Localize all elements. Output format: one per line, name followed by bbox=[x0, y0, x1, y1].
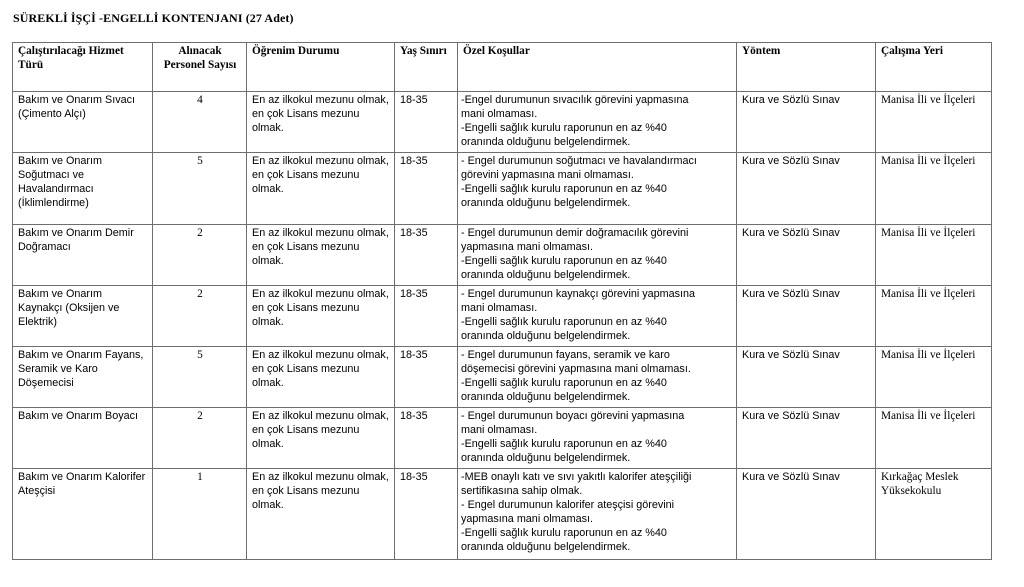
header-age-limit: Yaş Sınırı bbox=[395, 43, 458, 92]
age-limit-cell: 18-35 bbox=[395, 286, 458, 347]
condition-line: -Engelli sağlık kurulu raporunun en az %40 bbox=[461, 438, 667, 450]
condition-line: mani olmaması. bbox=[461, 108, 538, 120]
education-cell: En az ilkokul mezunu olmak, en çok Lisans mezunu olmak. bbox=[247, 153, 395, 225]
condition-line: oranında olduğunu belgelendirmek. bbox=[461, 197, 631, 209]
conditions-cell bbox=[458, 153, 737, 225]
condition-line: -Engelli sağlık kurulu raporunun en az %40 bbox=[461, 183, 667, 195]
method-cell: Kura ve Sözlü Sınav bbox=[737, 225, 876, 286]
workplace-cell: Manisa İli ve İlçeleri bbox=[876, 225, 992, 286]
table-row bbox=[13, 469, 992, 560]
conditions-cell bbox=[458, 408, 737, 469]
workplace-cell: Kırkağaç Meslek Yüksekokulu bbox=[876, 469, 992, 560]
personnel-count-cell: 5 bbox=[153, 153, 247, 225]
table-row bbox=[13, 286, 992, 347]
condition-line: - Engel durumunun demir doğramacılık görevini bbox=[461, 227, 689, 239]
age-limit-cell: 18-35 bbox=[395, 408, 458, 469]
method-cell: Kura ve Sözlü Sınav bbox=[737, 469, 876, 560]
condition-line: - Engel durumunun fayans, seramik ve karo bbox=[461, 349, 670, 361]
workplace-cell: Manisa İli ve İlçeleri bbox=[876, 286, 992, 347]
method-cell: Kura ve Sözlü Sınav bbox=[737, 286, 876, 347]
condition-line: oranında olduğunu belgelendirmek. bbox=[461, 136, 631, 148]
table-row bbox=[13, 225, 992, 286]
conditions-cell bbox=[458, 92, 737, 153]
condition-line: oranında olduğunu belgelendirmek. bbox=[461, 269, 631, 281]
method-cell: Kura ve Sözlü Sınav bbox=[737, 347, 876, 408]
table-row bbox=[13, 347, 992, 408]
personnel-count-cell: 2 bbox=[153, 286, 247, 347]
condition-line: mani olmaması. bbox=[461, 424, 538, 436]
condition-line: -Engelli sağlık kurulu raporunun en az %40 bbox=[461, 122, 667, 134]
conditions-cell bbox=[458, 225, 737, 286]
condition-line: yapmasına mani olmaması. bbox=[461, 241, 594, 253]
condition-line: oranında olduğunu belgelendirmek. bbox=[461, 452, 631, 464]
condition-line: - Engel durumunun boyacı görevini yapmasına bbox=[461, 410, 685, 422]
workplace-cell: Manisa İli ve İlçeleri bbox=[876, 347, 992, 408]
age-limit-cell: 18-35 bbox=[395, 469, 458, 560]
service-type-cell: Bakım ve Onarım Sıvacı (Çimento Alçı) bbox=[13, 92, 153, 153]
condition-line: -Engel durumunun sıvacılık görevini yapmasına bbox=[461, 94, 689, 106]
condition-line: -MEB onaylı katı ve sıvı yakıtlı kalorifer ateşçiliği bbox=[461, 471, 692, 483]
condition-line: -Engelli sağlık kurulu raporunun en az %40 bbox=[461, 255, 667, 267]
table-header-row bbox=[13, 43, 992, 92]
method-cell: Kura ve Sözlü Sınav bbox=[737, 92, 876, 153]
condition-line: - Engel durumunun kalorifer ateşçisi görevini bbox=[461, 499, 675, 511]
service-type-cell: Bakım ve Onarım Boyacı bbox=[13, 408, 153, 469]
condition-line: -Engelli sağlık kurulu raporunun en az %40 bbox=[461, 377, 667, 389]
education-cell: En az ilkokul mezunu olmak, en çok Lisans mezunu olmak. bbox=[247, 347, 395, 408]
header-education: Öğrenim Durumu bbox=[247, 43, 395, 92]
service-type-cell: Bakım ve Onarım Kalorifer Ateşçisi bbox=[13, 469, 153, 560]
education-cell: En az ilkokul mezunu olmak, en çok Lisans mezunu olmak. bbox=[247, 408, 395, 469]
condition-line: döşemecisi görevini yapmasına mani olmaması. bbox=[461, 363, 691, 375]
education-cell: En az ilkokul mezunu olmak, en çok Lisans mezunu olmak. bbox=[247, 286, 395, 347]
header-conditions: Özel Koşullar bbox=[458, 43, 737, 92]
condition-line: mani olmaması. bbox=[461, 302, 538, 314]
header-service-type: Çalıştırılacağı Hizmet Türü bbox=[13, 43, 153, 92]
personnel-count-cell: 1 bbox=[153, 469, 247, 560]
header-method: Yöntem bbox=[737, 43, 876, 92]
table-row bbox=[13, 408, 992, 469]
age-limit-cell: 18-35 bbox=[395, 153, 458, 225]
condition-line: görevini yapmasına mani olmaması. bbox=[461, 169, 634, 181]
age-limit-cell: 18-35 bbox=[395, 225, 458, 286]
table-row bbox=[13, 153, 992, 225]
condition-line: sertifikasına sahip olmak. bbox=[461, 485, 583, 497]
service-type-cell: Bakım ve Onarım Fayans, Seramik ve Karo Döşemecisi bbox=[13, 347, 153, 408]
condition-line: -Engelli sağlık kurulu raporunun en az %40 bbox=[461, 527, 667, 539]
age-limit-cell: 18-35 bbox=[395, 92, 458, 153]
age-limit-cell: 18-35 bbox=[395, 347, 458, 408]
workplace-cell: Manisa İli ve İlçeleri bbox=[876, 408, 992, 469]
staff-table bbox=[12, 42, 992, 560]
personnel-count-cell: 4 bbox=[153, 92, 247, 153]
workplace-cell: Manisa İli ve İlçeleri bbox=[876, 92, 992, 153]
condition-line: -Engelli sağlık kurulu raporunun en az %40 bbox=[461, 316, 667, 328]
condition-line: yapmasına mani olmaması. bbox=[461, 513, 594, 525]
header-workplace: Çalışma Yeri bbox=[876, 43, 992, 92]
condition-line: oranında olduğunu belgelendirmek. bbox=[461, 330, 631, 342]
conditions-cell bbox=[458, 347, 737, 408]
service-type-cell: Bakım ve Onarım Demir Doğramacı bbox=[13, 225, 153, 286]
header-personnel-count: Alınacak Personel Sayısı bbox=[153, 43, 247, 92]
service-type-cell: Bakım ve Onarım Kaynakçı (Oksijen ve Elektrik) bbox=[13, 286, 153, 347]
condition-line: - Engel durumunun soğutmacı ve havalandırmacı bbox=[461, 155, 697, 167]
conditions-cell bbox=[458, 286, 737, 347]
method-cell: Kura ve Sözlü Sınav bbox=[737, 153, 876, 225]
personnel-count-cell: 2 bbox=[153, 225, 247, 286]
condition-line: oranında olduğunu belgelendirmek. bbox=[461, 541, 631, 553]
condition-line: - Engel durumunun kaynakçı görevini yapmasına bbox=[461, 288, 696, 300]
personnel-count-cell: 5 bbox=[153, 347, 247, 408]
education-cell: En az ilkokul mezunu olmak, en çok Lisans mezunu olmak. bbox=[247, 92, 395, 153]
education-cell: En az ilkokul mezunu olmak, en çok Lisans mezunu olmak. bbox=[247, 225, 395, 286]
personnel-count-cell: 2 bbox=[153, 408, 247, 469]
workplace-cell: Manisa İli ve İlçeleri bbox=[876, 153, 992, 225]
conditions-cell bbox=[458, 469, 737, 560]
condition-line: oranında olduğunu belgelendirmek. bbox=[461, 391, 631, 403]
method-cell: Kura ve Sözlü Sınav bbox=[737, 408, 876, 469]
education-cell: En az ilkokul mezunu olmak, en çok Lisans mezunu olmak. bbox=[247, 469, 395, 560]
page-title: SÜREKLİ İŞÇİ -ENGELLİ KONTENJANI (27 Adet) bbox=[13, 11, 294, 25]
service-type-cell: Bakım ve Onarım Soğutmacı ve Havalandırmacı (İklimlendirme) bbox=[13, 153, 153, 225]
table-row bbox=[13, 92, 992, 153]
